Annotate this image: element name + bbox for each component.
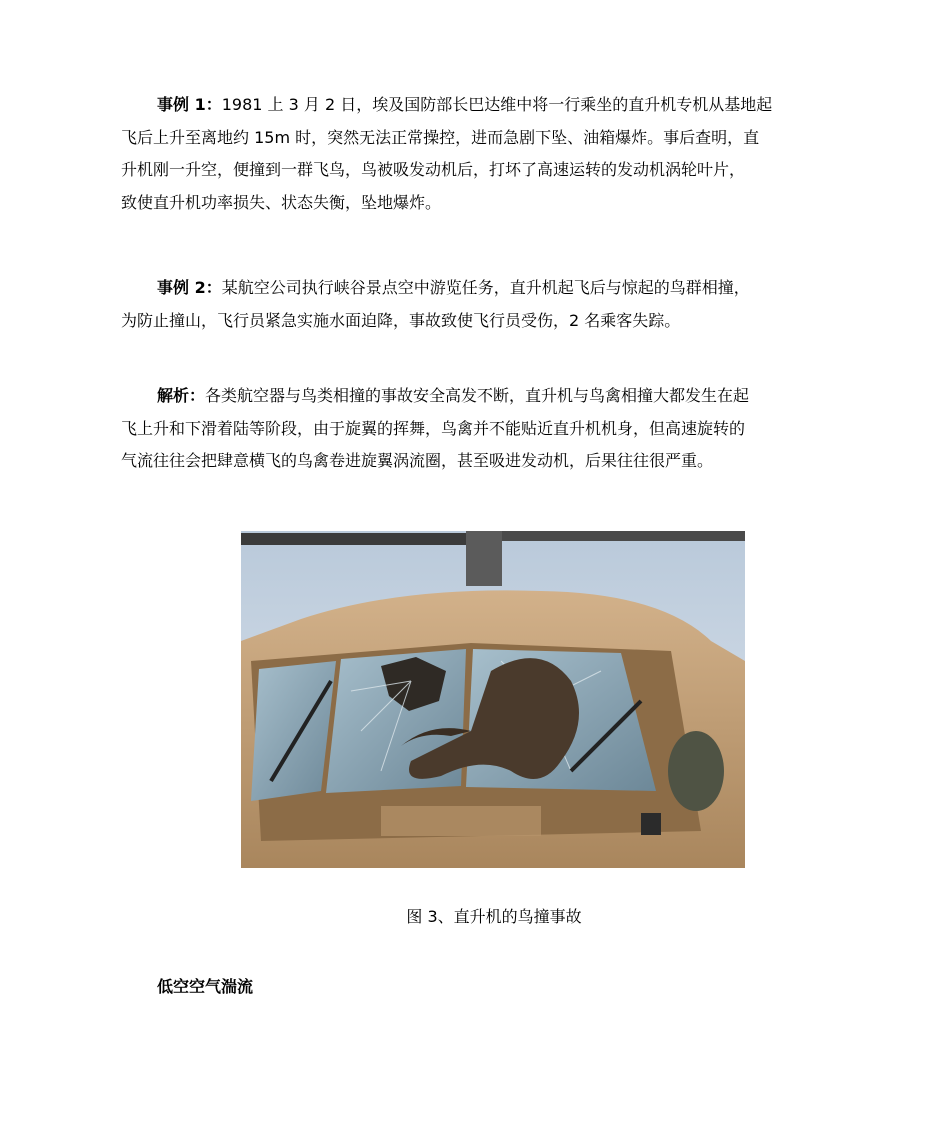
paragraph-case-2 [121, 272, 833, 337]
case-2-label: 事例 2： [157, 278, 222, 297]
paragraph-line: 飞后上升至离地约 15m 时，突然无法正常操控，进而急剧下坠、油箱爆炸。事后查明，直 [121, 127, 760, 147]
rotor-blade [241, 533, 471, 545]
paragraph-line: 飞上升和下滑着陆等阶段，由于旋翼的挥舞，鸟禽并不能贴近直升机机身，但高速旋转的 [121, 418, 746, 438]
nose-panel [381, 806, 541, 836]
paragraph-line: 事例 1：1981 上 3 月 2 日，埃及国防部长巴达维中将一行乘坐的直升机专机从基地起 [157, 95, 773, 114]
rotor-blade [501, 531, 745, 541]
figure-caption: 图 3、直升机的鸟撞事故 [406, 907, 582, 926]
case-1-label: 事例 1： [157, 95, 222, 114]
section-heading: 低空空气湍流 [157, 977, 254, 996]
paragraph-line: 事例 2：某航空公司执行峡谷景点空中游览任务，直升机起飞后与惊起的鸟群相撞， [157, 278, 750, 297]
paragraph-case-1 [121, 89, 833, 219]
paragraph-line: 气流往往会把肆意横飞的鸟禽卷进旋翼涡流圈，甚至吸进发动机，后果往往很严重。 [121, 451, 714, 470]
sensor-box [641, 813, 661, 835]
paragraph-line: 解析：各类航空器与鸟类相撞的事故安全高发不断，直升机与鸟禽相撞大都发生在起 [157, 386, 750, 405]
photo-illustration [241, 531, 745, 868]
pilot-silhouette [668, 731, 724, 811]
paragraph-analysis [121, 380, 833, 478]
paragraph-line: 升机刚一升空，便撞到一群飞鸟，鸟被吸发动机后，打坏了高速运转的发动机涡轮叶片， [121, 160, 746, 179]
rotor-mast [466, 531, 502, 586]
analysis-label: 解析： [157, 386, 206, 405]
helicopter-bird-strike-photo [241, 531, 745, 868]
paragraph-line: 为防止撞山，飞行员紧急实施水面迫降，事故致使飞行员受伤，2 名乘客失踪。 [121, 310, 681, 330]
paragraph-line: 致使直升机功率损失、状态失衡，坠地爆炸。 [121, 192, 442, 212]
